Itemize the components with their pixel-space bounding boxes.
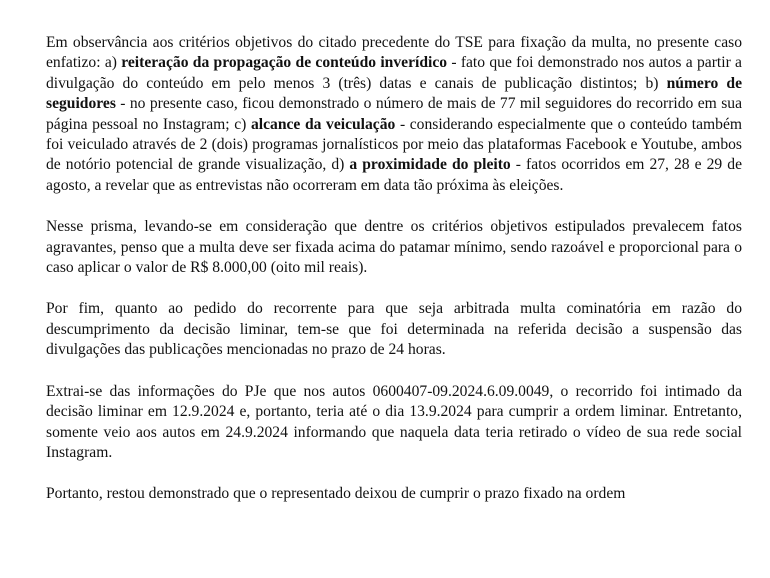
paragraph-injunction-request [46,299,742,360]
bold-term-followers: número de seguidores [46,74,742,113]
paragraph-pje-record [46,382,742,464]
document-body [46,33,742,526]
text-segment: - fato que foi demonstrado nos autos a partir a divulgação do conteúdo em pelo menos 3 (três) datas e canais de publicação distintos; b) [46,54,742,92]
bold-term-proximity: a proximidade do pleito [349,156,511,174]
paragraph-criteria [46,33,742,196]
text-segment: - no presente caso, ficou demonstrado o número de mais de 77 mil seguidores do recorrido em sua página pessoal no Instagram; c) [46,95,742,133]
text-segment: Portanto, restou demonstrado que o representado deixou de cumprir o prazo fixado na ordem [46,485,626,503]
text-segment: Nesse prisma, levando-se em consideração que dentre os critérios objetivos estipulados prevalecem fatos agravantes, penso que a multa deve ser fixada acima do patamar mínimo, sendo razoável e proporcional para o caso aplicar o valor de R$ 8.000,00 (oito mil reais). [46,218,742,277]
bold-term-reiteration: reiteração da propagação de conteúdo inverídico [121,54,448,72]
text-segment: Em observância aos critérios objetivos do citado precedente do TSE para fixação da multa, no presente caso enfatizo: a) [46,34,742,72]
bold-term-reach: alcance da veiculação [250,115,396,133]
text-segment: - considerando especialmente que o conteúdo também foi veiculado através de 2 (dois) programas jornalísticos por meio das plataformas Facebook e Youtube, ambos de notório potencial de grande visualização, d) [46,115,743,174]
text-segment: Por fim, quanto ao pedido do recorrente para que seja arbitrada multa cominatória em razão do descumprimento da decisão liminar, tem-se que foi determinada na referida decisão a suspensão das divulgações das publicações mencionadas no prazo de 24 horas. [46,300,742,359]
text-segment: Extrai-se das informações do PJe que nos autos 0600407-09.2024.6.09.0049, o recorrido foi intimado da decisão liminar em 12.9.2024 e, portanto, teria até o dia 13.9.2024 para cumprir a ordem liminar. Entretanto, somente veio aos autos em 24.9.2024 informando que naquela data teria retirado o vídeo de sua rede social Instagram. [46,382,742,461]
paragraph-fine-value [46,217,742,278]
paragraph-conclusion [46,484,742,504]
text-segment: - fatos ocorridos em 27, 28 e 29 de agosto, a revelar que as entrevistas não ocorreram em data tão próxima às eleições. [46,156,742,194]
